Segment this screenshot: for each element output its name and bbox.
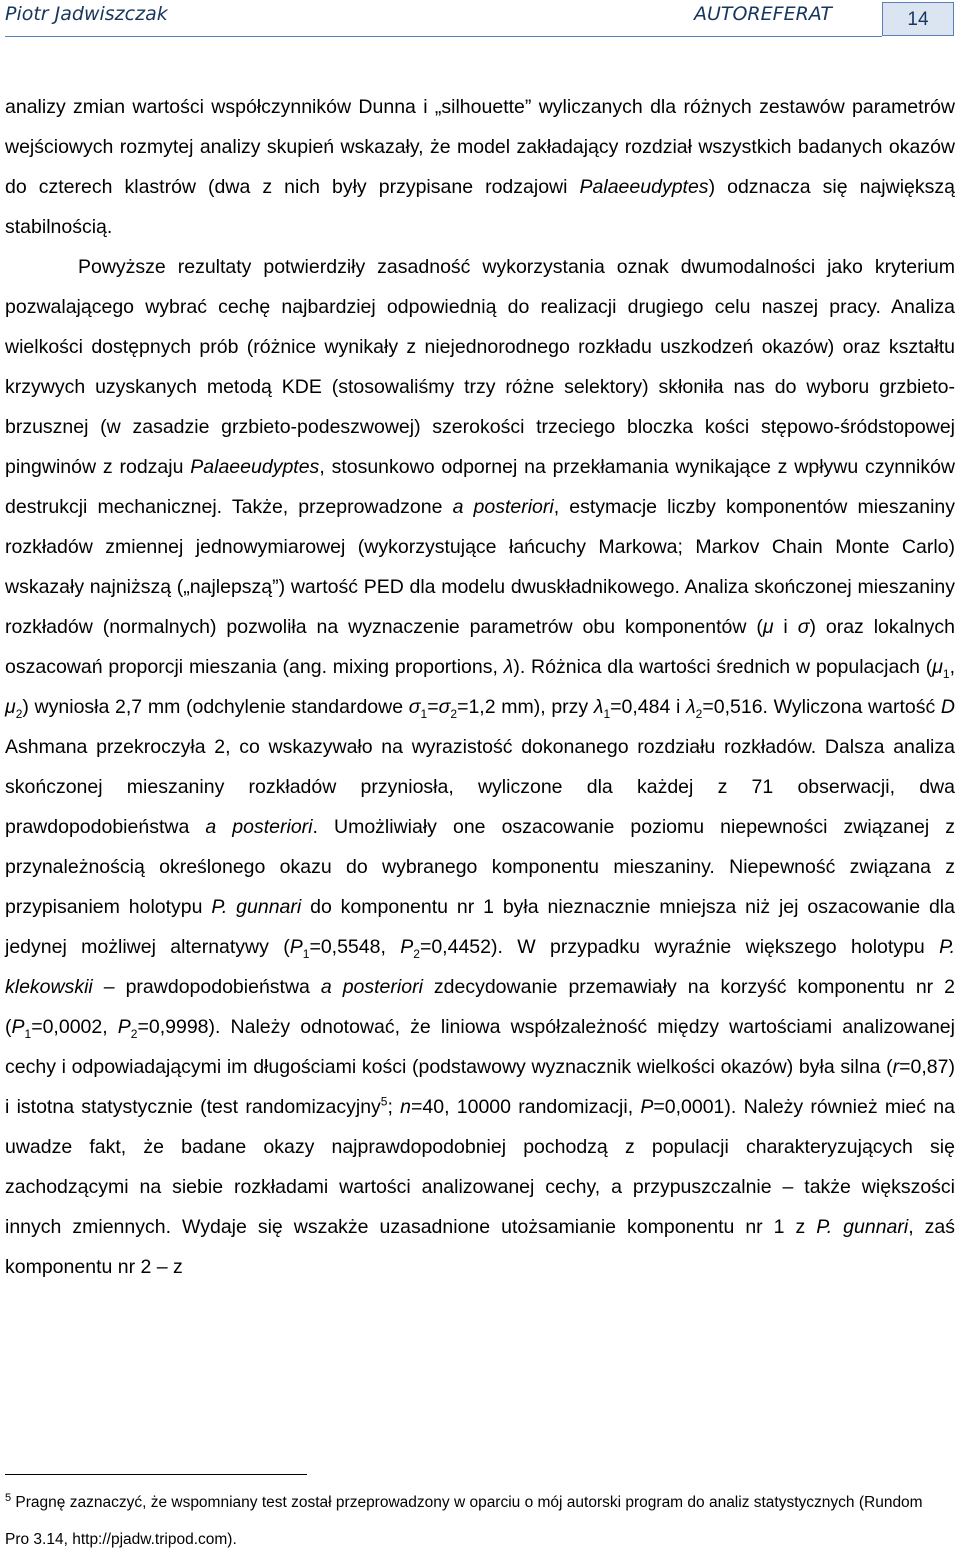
subscript: 1 (942, 666, 950, 681)
symbol-p: P (640, 1096, 654, 1118)
symbol-d: D (940, 696, 955, 718)
text-run: , zaś komponentu nr 2 – z (5, 1216, 955, 1278)
footnote (5, 1484, 935, 1558)
species-name: P. gunnari (211, 896, 302, 918)
document-body (5, 87, 955, 1287)
symbol-p: P (289, 936, 303, 958)
footnote-reference[interactable]: 5 (380, 1094, 388, 1109)
species-name: P. klekowskii (5, 936, 955, 998)
text-run: i (773, 616, 798, 638)
symbol-mu: μ (932, 656, 943, 678)
subscript: 1 (302, 946, 310, 961)
paragraph-1 (5, 87, 955, 247)
footnote-separator (5, 1474, 307, 1475)
symbol-r: r (892, 1056, 900, 1078)
subscript: 2 (450, 706, 458, 721)
text-run: ) odznacza się największą stabilnością. (5, 176, 955, 238)
text-run: =0,484 i (610, 696, 687, 718)
text-run: =0,9998). Należy odnotować, że liniowa współzależność między wartościami analizowanej cechy i odpowiadającymi im długościami kości (podstawowy wyznacznik wielkości okazów) była silna ( (5, 1016, 955, 1078)
header-rule (5, 36, 882, 37)
symbol-sigma: σ (438, 696, 451, 718)
footnote-text: Pragnę zaznaczyć, że wspomniany test został przeprowadzony w oparciu o mój autorski program do analiz statystycznych (Rundom Pro 3.14, http://pjadw.tripod.com). (5, 1494, 923, 1548)
symbol-mu: μ (5, 696, 16, 718)
header-author: Piotr Jadwiszczak (5, 3, 168, 25)
text-run: , estymacje liczby komponentów mieszaniny rozkładów zmiennej jednowymiarowej (wykorzystujące łańcuchy Markowa; Markov Chain Monte Carlo) wskazały najniższą („najlepszą”) wartość PED dla modelu dwuskładnikowego. Analiza skończonej mieszaniny rozkładów (normalnych) pozwoliła na wyznaczenie parametrów obu komponentów ( (5, 496, 956, 638)
text-run: ; (387, 1096, 401, 1118)
symbol-mu: μ (762, 616, 774, 638)
symbol-lambda: λ (503, 656, 514, 678)
subscript: 1 (420, 706, 428, 721)
text-run: =0,5548, (309, 936, 401, 958)
text-run: =0,0002, (31, 1016, 118, 1038)
symbol-lambda: λ (686, 696, 696, 718)
text-run: analizy zmian wartości współczynników Dunna i „silhouette” wyliczanych dla różnych zestawów parametrów wejściowych rozmytej analizy skupień wskazały, że model zakładający rozdział wszystkich badanych okazów do czterech klastrów (dwa z nich były przypisane rodzajowi (5, 96, 955, 198)
page-header (0, 0, 960, 36)
paragraph-2 (5, 247, 955, 1287)
text-run: Powyższe rezultaty potwierdziły zasadność wykorzystania oznak dwumodalności jako kryterium pozwalającego wybrać cechę najbardziej odpowiednią do realizacji drugiego celu naszej pracy. Analiza wielkości dostępnych prób (różnice wynikały z niejednorodnego rozkładu uszkodzeń okazów) oraz kształtu krzywych uzyskanych metodą KDE (stosowaliśmy trzy różne selektory) skłoniła nas do wyboru grzbieto-brzusznej (w zasadzie grzbieto-podeszwowej) szerokości trzeciego bloczka kości stępowo-śródstopowej pingwinów z rodzaju (5, 256, 955, 478)
symbol-p: P (117, 1016, 131, 1038)
subscript: 2 (695, 706, 703, 721)
text-run: – prawdopodobieństwa (92, 976, 321, 998)
genus-name: Palaeeudyptes (190, 456, 320, 478)
text-run: =40, 10000 randomizacji, (411, 1096, 641, 1118)
subscript: 1 (24, 1026, 32, 1041)
symbol-sigma: σ (408, 696, 421, 718)
text-run: ) oraz lokalnych oszacowań proporcji mieszania (ang. mixing proportions, (5, 616, 956, 678)
text-run: =0,4452). W przypadku wyraźnie większego holotypu (419, 936, 940, 958)
latin-term: a posteriori (320, 976, 423, 998)
symbol-lambda: λ (593, 696, 604, 718)
text-run: =0,516. Wyliczona wartość (702, 696, 941, 718)
text-run: ) wyniosła 2,7 mm (odchylenie standardowe (22, 696, 409, 718)
subscript: 2 (15, 706, 23, 721)
species-name: P. gunnari (816, 1216, 909, 1238)
page-number-box: 14 (882, 2, 954, 36)
text-run: =0,87) i istotna statystycznie (test randomizacyjny (5, 1056, 955, 1118)
latin-term: a posteriori (205, 816, 313, 838)
header-title: AUTOREFERAT (693, 3, 832, 25)
text-run: Ashmana przekroczyła 2, co wskazywało na wyrazistość dokonanego rozdziału rozkładów. Dalsza analiza skończonej mieszaniny rozkładów przyniosła, wyliczone dla każdej z 71 obserwacji, dwa prawdopodobieństwa (5, 736, 955, 838)
subscript: 2 (413, 946, 420, 961)
text-run: zdecydowanie przemawiały na korzyść komponentu nr 2 ( (5, 976, 955, 1038)
text-run: =1,2 mm), przy (457, 696, 594, 718)
symbol-p: P (11, 1016, 25, 1038)
subscript: 1 (603, 706, 611, 721)
text-run: = (427, 696, 439, 718)
text-run: , (949, 656, 956, 678)
symbol-p: P (400, 936, 414, 958)
text-run: do komponentu nr 1 była nieznacznie mniejsza niż jej oszacowanie dla jedynej możliwej alternatywy ( (5, 896, 955, 958)
text-run: . Umożliwiały one oszacowanie poziomu niepewności związanej z przynależnością określonego okazu do wybranego komponentu mieszaniny. Niepewność związana z przypisaniem holotypu (5, 816, 956, 918)
text-run: , stosunkowo odpornej na przekłamania wynikające z wpływu czynników destrukcji mechanicznej. Także, przeprowadzone (5, 456, 955, 518)
symbol-n: n (400, 1096, 412, 1118)
symbol-sigma: σ (797, 616, 810, 638)
subscript: 2 (130, 1026, 138, 1041)
footnote-mark: 5 (5, 1491, 12, 1504)
text-run: ). Różnica dla wartości średnich w populacjach ( (513, 656, 933, 678)
text-run: =0,0001). Należy również mieć na uwadze fakt, że badane okazy najprawdopodobniej pochodzą z populacji charakteryzujących się zachodzącymi na siebie rozkładami wartości analizowanej cechy, a przypuszczalnie – także większości innych zmiennych. Wydaje się wszakże uzasadnione utożsamianie komponentu nr 1 z (5, 1096, 955, 1238)
latin-term: a posteriori (452, 496, 554, 518)
genus-name: Palaeeudyptes (579, 176, 709, 198)
